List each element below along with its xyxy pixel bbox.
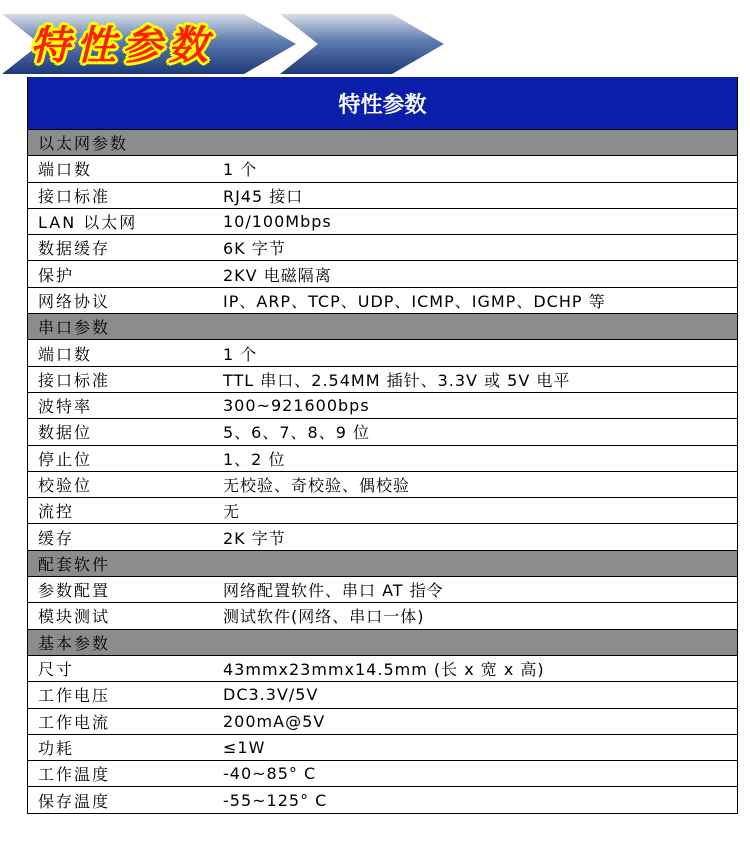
spec-table [27,77,738,814]
param-value: TTL 串口、2.54MM 插针、3.3V 或 5V 电平 [223,370,571,390]
banner-arrow-2 [280,14,444,74]
param-value: 10/100Mbps [223,212,332,232]
param-value: 测试软件(网络、串口一体) [223,607,425,627]
param-value: 1、2 位 [223,449,286,469]
table-row [28,682,737,708]
table-row [28,709,737,735]
param-name: 网络协议 [38,291,111,311]
param-name: 流控 [38,502,75,522]
section-label: 串口参数 [38,318,111,338]
table-row [28,498,737,524]
param-name: 数据位 [38,423,93,443]
param-name: 参数配置 [38,581,111,601]
param-name: 波特率 [38,397,93,417]
param-value: -55~125° C [223,790,328,810]
section-header-row [28,630,737,656]
param-value: 43mmx23mmx14.5mm (长 x 宽 x 高) [223,660,545,680]
table-row [28,419,737,445]
table-row [28,524,737,550]
table-row [28,735,737,761]
banner-title: 特性参数 [30,22,214,69]
param-name: 保存温度 [38,791,111,811]
section-header-row [28,314,737,340]
section-header-row [28,551,737,577]
table-row [28,235,737,261]
param-name: 缓存 [38,528,75,548]
param-value: 1 个 [223,344,258,364]
table-row [28,603,737,629]
table-row [28,761,737,787]
table-row [28,577,737,603]
param-value: 300~921600bps [223,396,370,416]
param-value: 200mA@5V [223,711,326,731]
section-label: 配套软件 [38,554,111,574]
table-title: 特性参数 [28,77,737,130]
param-name: 接口标准 [38,370,111,390]
param-value: 5、6、7、8、9 位 [223,423,370,443]
section-label: 基本参数 [38,633,111,653]
table-row [28,446,737,472]
param-name: 端口数 [38,344,93,364]
param-value: 6K 字节 [223,239,286,259]
table-row [28,787,737,813]
section-header-row [28,130,737,156]
param-value: 2K 字节 [223,528,286,548]
param-name: 停止位 [38,449,93,469]
param-value: 无校验、奇校验、偶校验 [223,476,411,495]
table-row [28,288,737,314]
param-value: RJ45 接口 [223,186,304,206]
table-row [28,261,737,287]
param-name: 端口数 [38,160,93,180]
section-banner [0,0,750,76]
param-name: 保护 [38,265,75,285]
param-name: 数据缓存 [38,239,111,259]
param-value: -40~85° C [223,764,317,784]
param-value: ≤1W [223,737,266,757]
table-row [28,340,737,366]
param-name: LAN 以太网 [38,213,138,233]
param-name: 工作温度 [38,765,111,785]
param-name: 尺寸 [38,660,75,680]
table-row [28,472,737,498]
param-value: DC3.3V/5V [223,685,319,705]
table-row [28,209,737,235]
param-value: 2KV 电磁隔离 [223,265,332,285]
param-name: 接口标准 [38,186,111,206]
param-name: 校验位 [38,476,93,495]
section-label: 以太网参数 [38,134,129,154]
param-name: 功耗 [38,738,75,758]
param-value: 1 个 [223,160,258,180]
param-value: 网络配置软件、串口 AT 指令 [223,581,444,601]
table-row [28,656,737,682]
param-value: IP、ARP、TCP、UDP、ICMP、IGMP、DCHP 等 [223,291,606,311]
table-row [28,156,737,182]
table-body [28,130,737,814]
param-name: 模块测试 [38,607,111,627]
table-row [28,393,737,419]
table-row [28,367,737,393]
param-value: 无 [223,502,241,522]
param-name: 工作电压 [38,686,111,706]
param-name: 工作电流 [38,712,111,732]
table-row [28,183,737,209]
